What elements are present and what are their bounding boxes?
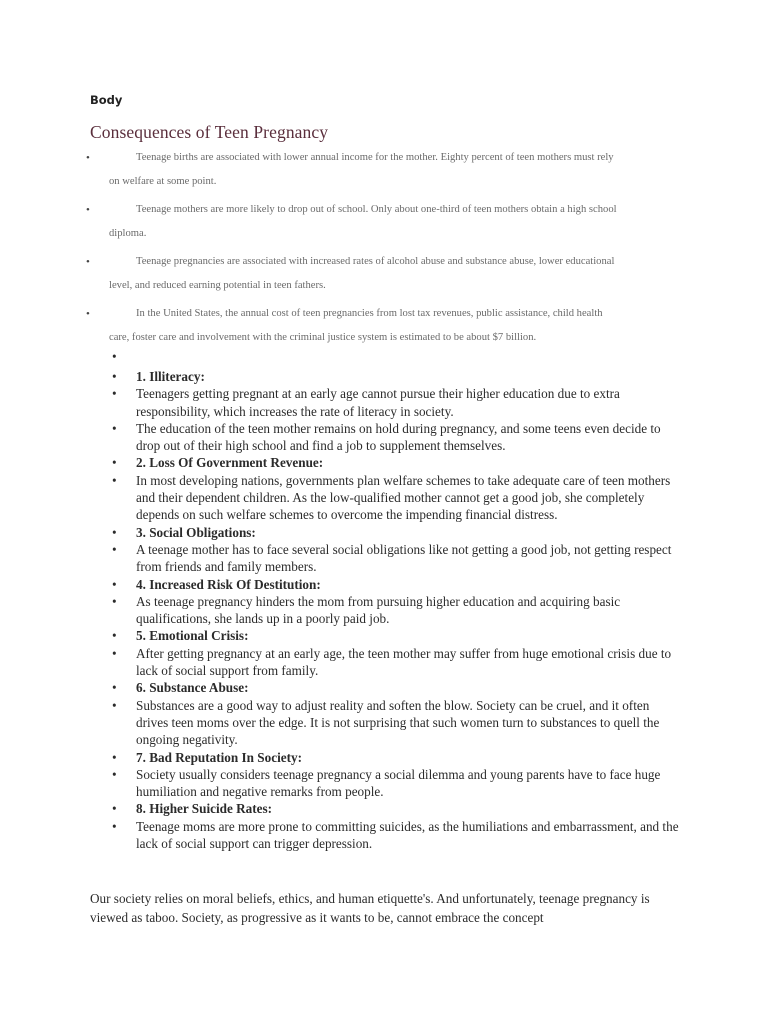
bullet-marker: • <box>112 801 117 817</box>
bullet-marker: • <box>112 576 117 592</box>
consequence-point-text: After getting pregnancy at an early age, the teen mother may suffer from huge emotional crisis due to lack of social support from family. <box>136 645 672 679</box>
consequence-heading-text: 5. Emotional Crisis: <box>136 628 249 644</box>
bullet-marker: • <box>86 308 90 320</box>
consequence-heading <box>112 524 682 541</box>
consequence-point-text: Teenage moms are more prone to committing suicides, as the humiliations and embarrassment, and the lack of social support can trigger depression. <box>136 818 679 852</box>
summary-bullet-line2: care, foster care and involvement with the criminal justice system is estimated to be about $7 billion. <box>109 332 537 343</box>
consequence-heading-text: 7. Bad Reputation In Society: <box>136 749 302 765</box>
bullet-marker: • <box>112 524 117 540</box>
bullet-marker: • <box>112 455 117 471</box>
bullet-marker: • <box>112 420 117 436</box>
bullet-marker: • <box>112 645 117 661</box>
consequence-heading-text: 8. Higher Suicide Rates: <box>136 801 273 817</box>
bullet-marker: • <box>112 766 117 782</box>
consequence-heading-text: 1. Illiteracy: <box>136 369 205 384</box>
summary-bullet-line1: Teenage pregnancies are associated with increased rates of alcohol abuse and substance abuse, lower educational <box>136 256 615 267</box>
summary-bullet-line2: level, and reduced earning potential in teen fathers. <box>109 280 326 291</box>
summary-bullet <box>82 198 682 246</box>
summary-bullet <box>82 302 682 350</box>
consequence-point-text: Substances are a good way to adjust reality and soften the blow. Society can be cruel, and it often drives teen moms over the edge. It is not surprising that such women turn to substances to quell the ongoing negativity. <box>136 697 660 748</box>
summary-bullet-list <box>82 146 682 350</box>
summary-bullet-line1: In the United States, the annual cost of teen pregnancies from lost tax revenues, public assistance, child health <box>136 308 603 319</box>
consequence-point <box>112 697 682 749</box>
consequence-point <box>112 420 682 455</box>
section-label: Body <box>90 93 123 107</box>
consequence-heading <box>112 800 682 817</box>
bullet-marker: • <box>112 628 117 644</box>
bullet-marker: • <box>86 204 90 216</box>
consequence-point-text: The education of the teen mother remains on hold during pregnancy, and some teens even decide to drop out of their high school and find a job to supplement themselves. <box>136 420 661 454</box>
consequence-heading-text: 2. Loss Of Government Revenue: <box>136 455 324 471</box>
summary-bullet-line2: diploma. <box>109 228 147 239</box>
consequence-point <box>112 385 682 420</box>
bullet-marker: • <box>112 386 117 402</box>
consequence-point-text: Society usually considers teenage pregnancy a social dilemma and young parents have to face huge humiliation and negative remarks from people. <box>136 766 661 800</box>
consequence-heading <box>112 576 682 593</box>
bullet-marker: • <box>112 349 117 364</box>
bullet-marker: • <box>112 541 117 557</box>
consequence-point <box>112 472 682 524</box>
summary-bullet-line2: on welfare at some point. <box>109 176 217 187</box>
bullet-marker: • <box>112 369 117 384</box>
consequence-heading <box>112 749 682 766</box>
summary-bullet <box>82 250 682 298</box>
bullet-marker: • <box>112 593 117 609</box>
bullet-marker: • <box>112 472 117 488</box>
consequence-point <box>112 645 682 680</box>
consequence-point-text: Teenagers getting pregnant at an early age cannot pursue their higher education due to extra responsibility, which increases the rate of literacy in society. <box>136 386 620 419</box>
consequence-heading <box>112 368 682 385</box>
consequence-heading-text: 6. Substance Abuse: <box>136 680 249 696</box>
closing-paragraph: Our society relies on moral beliefs, ethics, and human etiquette's. And unfortunately, teenage pregnancy is viewed as taboo. Society, as progressive as it wants to be, cannot embrace the concept <box>90 891 650 925</box>
bullet-marker: • <box>112 697 117 713</box>
summary-bullet-line1: Teenage births are associated with lower annual income for the mother. Eighty percent of teen mothers must rely <box>136 152 614 163</box>
consequence-point <box>112 818 682 853</box>
consequence-point-text: As teenage pregnancy hinders the mom from pursuing higher education and acquiring basic qualifications, she lands up in a poorly paid job. <box>136 593 621 627</box>
consequence-point <box>112 541 682 576</box>
bullet-marker: • <box>86 152 90 164</box>
bullet-marker: • <box>112 749 117 765</box>
empty-list-item <box>112 348 682 368</box>
summary-bullet-line1: Teenage mothers are more likely to drop out of school. Only about one-third of teen mothers obtain a high school <box>136 204 617 215</box>
consequence-heading <box>112 679 682 696</box>
consequence-point <box>112 593 682 628</box>
consequence-point-text: In most developing nations, governments plan welfare schemes to take adequate care of teen mothers and their dependent children. As the low-qualified mother cannot get a good job, she completely depends on such welfare schemes to overcome the impending financial distress. <box>136 472 671 523</box>
bullet-marker: • <box>112 680 117 696</box>
consequences-list <box>112 348 682 852</box>
consequence-point-text: A teenage mother has to face several social obligations like not getting a good job, not getting respect from friends and family members. <box>136 541 672 575</box>
consequence-heading-text: 3. Social Obligations: <box>136 524 256 540</box>
page-title: Consequences of Teen Pregnancy <box>90 122 329 142</box>
consequence-heading <box>112 454 682 471</box>
bullet-marker: • <box>112 818 117 834</box>
summary-bullet <box>82 146 682 194</box>
consequence-heading <box>112 627 682 644</box>
consequence-point <box>112 766 682 801</box>
consequence-heading-text: 4. Increased Risk Of Destitution: <box>136 576 321 592</box>
bullet-marker: • <box>86 256 90 268</box>
